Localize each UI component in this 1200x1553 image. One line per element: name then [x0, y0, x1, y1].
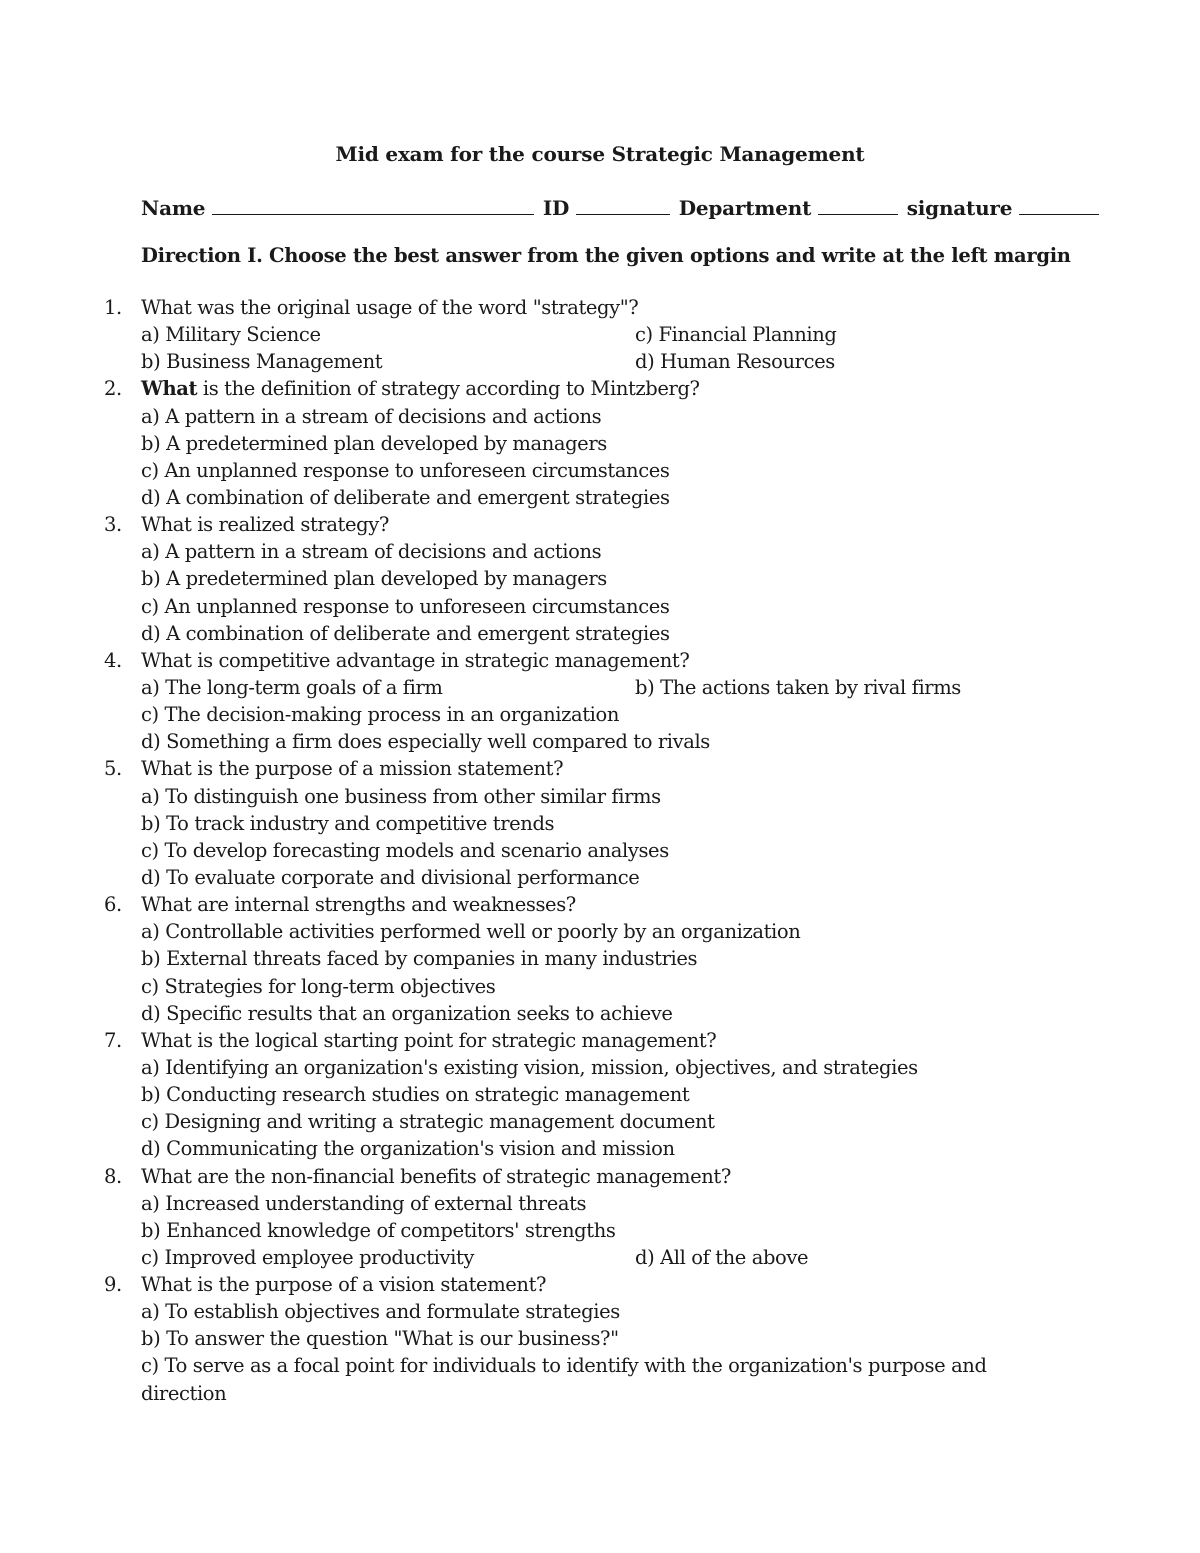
option-b: b) To track industry and competitive trends — [141, 811, 555, 835]
student-info-fields — [141, 194, 1101, 220]
question-item — [0, 511, 1200, 538]
question-item — [0, 891, 1200, 918]
id-blank[interactable] — [576, 194, 670, 215]
option-b: b) A predetermined plan developed by managers — [141, 431, 607, 455]
option-a: a) The long-term goals of a firm — [141, 675, 443, 699]
question-text — [141, 375, 700, 402]
question-item — [0, 647, 1200, 674]
question-item — [0, 1271, 1200, 1298]
option-row — [0, 348, 1200, 375]
id-label: ID — [542, 196, 570, 220]
option-d: d) Something a firm does especially well compared to rivals — [141, 730, 710, 754]
exam-title: Mid exam for the course Strategic Management — [335, 142, 865, 166]
question-item — [0, 1027, 1200, 1054]
option-d: d) All of the above — [635, 1245, 809, 1269]
question-number: 5. — [104, 757, 122, 781]
option-b: b) The actions taken by rival firms — [635, 675, 961, 699]
option-c: c) An unplanned response to unforeseen circumstances — [141, 594, 670, 618]
option-row — [0, 321, 1200, 348]
question-list — [0, 294, 1200, 1407]
option-b: b) Enhanced knowledge of competitors' strengths — [141, 1218, 616, 1242]
option-c: c) The decision-making process in an organization — [141, 703, 619, 727]
option-d: d) A combination of deliberate and emergent strategies — [141, 621, 670, 645]
question-number: 8. — [104, 1164, 122, 1188]
question-number: 9. — [104, 1273, 122, 1297]
option-a: a) Identifying an organization's existing vision, mission, objectives, and strategies — [141, 1055, 918, 1079]
option-d: d) Human Resources — [635, 350, 835, 374]
question-text: What are internal strengths and weaknesses? — [141, 893, 576, 917]
option-d: d) To evaluate corporate and divisional performance — [141, 865, 640, 889]
question-number: 6. — [104, 893, 122, 917]
question-text-rest: is the definition of strategy according to Mintzberg? — [197, 377, 700, 401]
option-c: c) Designing and writing a strategic management document — [141, 1110, 715, 1134]
question-text: What is the logical starting point for strategic management? — [141, 1028, 717, 1052]
name-label: Name — [141, 196, 206, 220]
question-item — [0, 755, 1200, 782]
option-b: b) To answer the question "What is our business?" — [141, 1327, 619, 1351]
option-c: c) Strategies for long-term objectives — [141, 974, 496, 998]
option-c-continued: direction — [141, 1381, 227, 1405]
option-c: c) An unplanned response to unforeseen circumstances — [141, 458, 670, 482]
option-b: b) Business Management — [141, 350, 383, 374]
option-a: a) A pattern in a stream of decisions and actions — [141, 540, 602, 564]
question-text: What is the purpose of a vision statement? — [141, 1273, 547, 1297]
question-text: What is the purpose of a mission statement? — [141, 757, 564, 781]
option-d: d) Communicating the organization's vision and mission — [141, 1137, 675, 1161]
option-d: d) A combination of deliberate and emergent strategies — [141, 485, 670, 509]
question-text: What is competitive advantage in strategic management? — [141, 648, 690, 672]
question-text: What are the non-financial benefits of strategic management? — [141, 1164, 731, 1188]
option-a: a) Increased understanding of external threats — [141, 1191, 587, 1215]
question-text: What is realized strategy? — [141, 513, 389, 537]
option-a: a) To distinguish one business from other similar firms — [141, 784, 661, 808]
question-number: 2. — [104, 377, 122, 401]
option-c: c) To serve as a focal point for individuals to identify with the organization's purpose and — [141, 1354, 987, 1378]
question-number: 1. — [104, 296, 122, 319]
option-row — [0, 1244, 1200, 1271]
option-d: d) Specific results that an organization seeks to achieve — [141, 1001, 673, 1025]
option-row — [0, 674, 1200, 701]
question-text-bold: What — [141, 377, 198, 401]
name-blank[interactable] — [212, 194, 534, 215]
option-b: b) A predetermined plan developed by managers — [141, 567, 607, 591]
option-c: c) Financial Planning — [635, 323, 837, 347]
direction-heading: Direction I. Choose the best answer from the given options and write at the left margin — [141, 244, 1071, 267]
question-item — [0, 294, 1200, 321]
option-c: c) Improved employee productivity — [141, 1245, 474, 1269]
option-a: a) Controllable activities performed well or poorly by an organization — [141, 920, 801, 944]
question-number: 4. — [104, 648, 122, 672]
option-b: b) Conducting research studies on strategic management — [141, 1083, 690, 1107]
option-a: a) A pattern in a stream of decisions and actions — [141, 404, 602, 428]
question-item — [0, 1163, 1200, 1190]
question-number: 3. — [104, 513, 122, 537]
option-a: a) Military Science — [141, 323, 321, 347]
department-label: Department — [678, 196, 812, 220]
option-b: b) External threats faced by companies in many industries — [141, 947, 698, 971]
signature-blank[interactable] — [1019, 194, 1099, 215]
signature-label: signature — [906, 196, 1013, 220]
question-text: What was the original usage of the word "strategy"? — [141, 296, 639, 319]
question-number: 7. — [104, 1028, 122, 1052]
option-a: a) To establish objectives and formulate strategies — [141, 1300, 620, 1324]
department-blank[interactable] — [818, 194, 898, 215]
question-item — [0, 375, 1200, 402]
option-c: c) To develop forecasting models and scenario analyses — [141, 838, 669, 862]
